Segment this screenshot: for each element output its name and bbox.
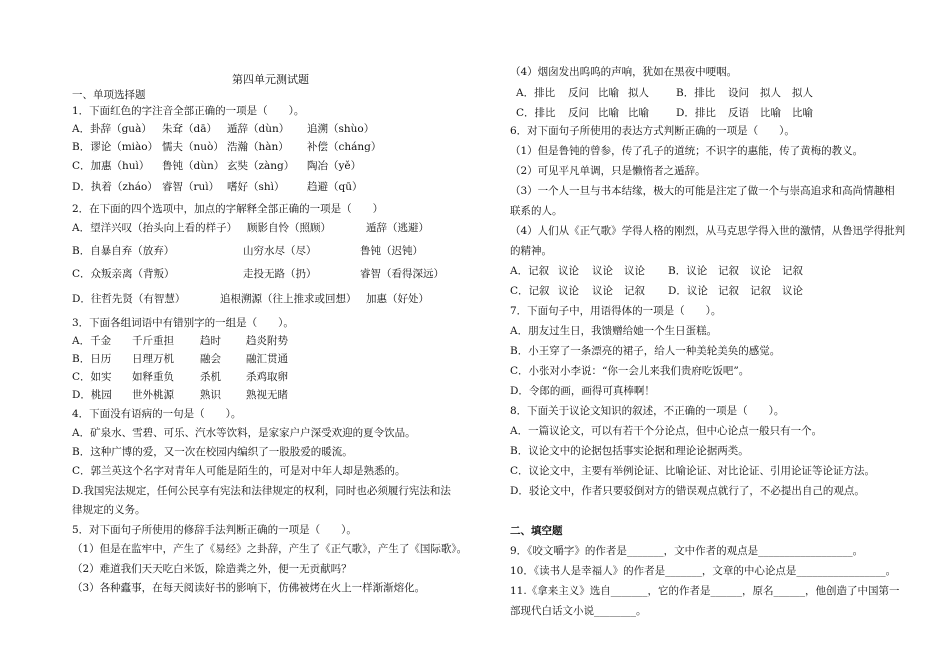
q4-option-c: C．郭兰英这个名字对青年人可能是陌生的，可是对中年人却是熟悉的。 <box>72 465 406 477</box>
q8-stem: 8．下面关于议论文知识的叙述，不正确的一项是（ ）。 <box>510 405 785 417</box>
q10-fill-blank: 10．《读书人是幸福人》的作者是_______，文章的中心论点是_________________。 <box>510 565 897 577</box>
q11-fill-blank: 11.《拿来主义》选自_______，它的作者是______，原名______，他创造了中国第一 <box>510 585 900 597</box>
q6-sentence-2: （2）可见平凡单调，只是懒惰者之遁辞。 <box>510 165 706 177</box>
q5-sentence-2: （2）难道我们天天吃白米饭，除造粪之外，便一无贡献吗？ <box>72 563 352 575</box>
q5-sentence-1: （1）但是在监牢中，产生了《易经》之卦辞，产生了《正气歌》，产生了《国际歌》。 <box>72 543 468 555</box>
q3-stem: 3．下面各组词语中有错别字的一组是（ ）。 <box>72 317 294 329</box>
q6-sentence-3-cont: 联系的人。 <box>510 205 563 217</box>
q4-option-d: D.我国宪法规定，任何公民享有宪法和法律规定的权利，同时也必须履行宪法和法 <box>72 485 451 497</box>
q7-option-a: A．朋友过生日，我馈赠给她一个生日蛋糕。 <box>510 325 718 337</box>
q2-stem: 2．在下面的四个选项中，加点的字解释全部正确的一项是（ ） <box>72 203 384 215</box>
q6-sentence-1: （1）但是鲁钝的曾参，传了孔子的道统；不识字的惠能，传了黄梅的教义。 <box>510 145 864 157</box>
q5-sentence-4: （4）烟囱发出呜呜的声响，犹如在黑夜中哽咽。 <box>510 66 738 78</box>
q9-fill-blank: 9．《咬文嚼字》的作者是_______，文中作者的观点是__________________。 <box>510 545 864 557</box>
q6-stem: 6．对下面句子所使用的表达方式判断正确的一项是（ ）。 <box>510 125 795 137</box>
section-heading-choice: 一、单项选择题 <box>72 89 146 101</box>
q7-stem: 7．下面句子中，用语得体的一项是（ ）。 <box>510 305 722 317</box>
section-heading-fill-blank: 二、填空题 <box>510 525 563 537</box>
q5-sentence-3: （3）各种蠹事，在每天阅读好书的影响下，仿佛被烤在火上一样渐渐熔化。 <box>72 582 426 594</box>
q4-option-b: B．这种广博的爱，又一次在校园内编织了一股股爱的暖流。 <box>72 446 353 458</box>
q8-option-a: A．一篇议论文，可以有若干个分论点，但中心论点一般只有一个。 <box>510 425 823 437</box>
q6-sentence-3: （3）一个人一旦与书本结缘，极大的可能是注定了做一个与崇高追求和高尚情趣相 <box>510 185 895 197</box>
q5-stem: 5．对下面句子所使用的修辞手法判断正确的一项是（ ）。 <box>72 524 357 536</box>
q4-stem: 4．下面没有语病的一句是（ ）。 <box>72 408 242 420</box>
q7-option-b: B．小王穿了一条漂亮的裙子，给人一种美轮美奂的感觉。 <box>510 345 781 357</box>
q4-option-a: A．矿泉水、雪碧、可乐、汽水等饮料，是家家户户深受欢迎的夏令饮品。 <box>72 427 416 439</box>
q11-fill-blank-cont: 部现代白话文小说________。 <box>510 605 647 617</box>
page-title: 第四单元测试题 <box>232 73 309 86</box>
q1-stem: 1．下面红色的字注音全部正确的一项是（ ）。 <box>72 105 305 117</box>
q7-option-d: D．令郎的画，画得可真棒啊！ <box>510 385 655 397</box>
q7-option-c: C．小张对小李说：“你一会儿来我们贵府吃饭吧”。 <box>510 365 750 377</box>
q8-option-b: B．议论文中的论据包括事实论据和理论论据两类。 <box>510 445 749 457</box>
q6-sentence-4-cont: 的精神。 <box>510 245 552 257</box>
q6-sentence-4: （4）人们从《正气歌》学得人格的刚烈，从马克思学得入世的激情，从鲁迅学得批判 <box>510 225 906 237</box>
q4-option-d-cont: 律规定的义务。 <box>72 504 146 516</box>
q8-option-c: C．议论文中，主要有举例论证、比喻论证、对比论证、引用论证等论证方法。 <box>510 465 876 477</box>
q8-option-d: D．驳论文中，作者只要驳倒对方的错误观点就行了，不必提出自己的观点。 <box>510 485 865 497</box>
